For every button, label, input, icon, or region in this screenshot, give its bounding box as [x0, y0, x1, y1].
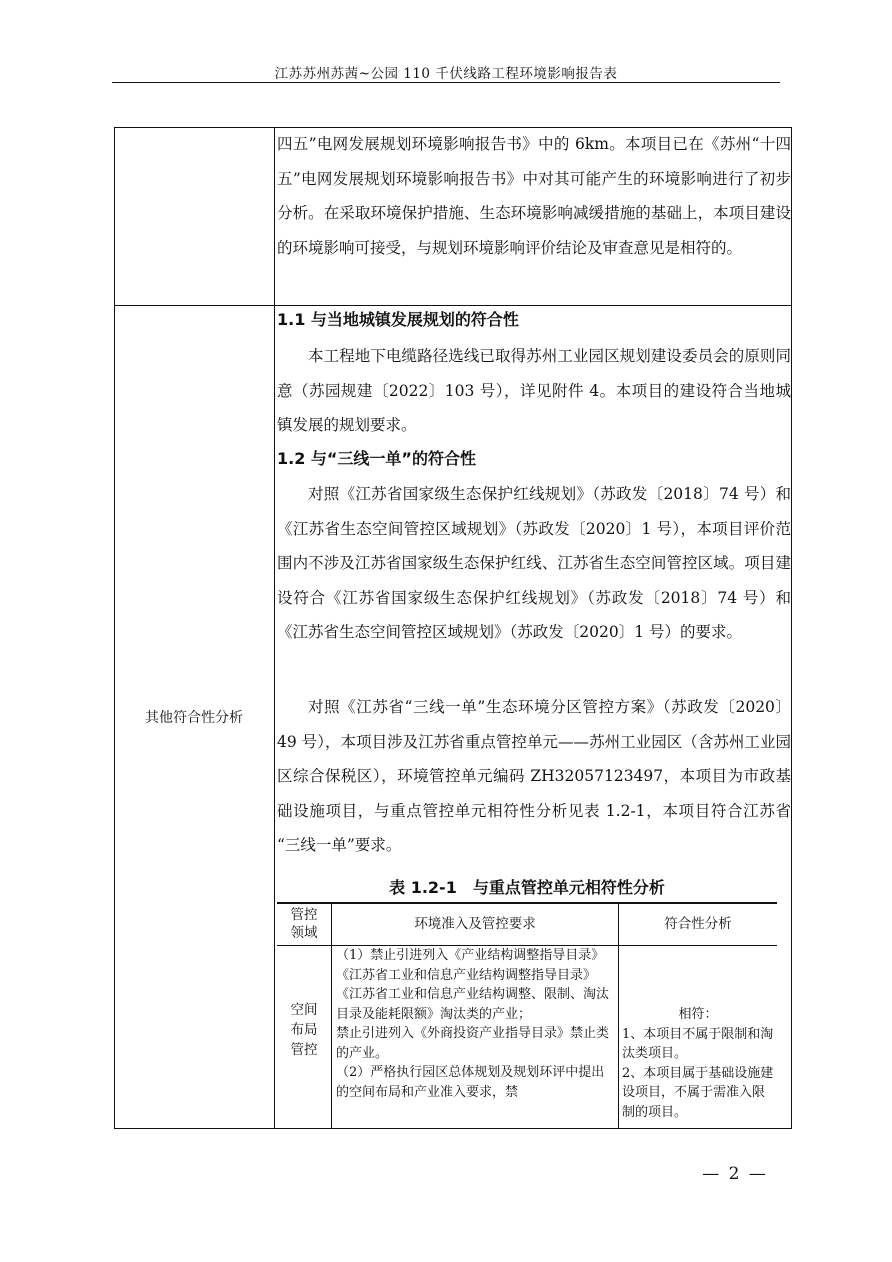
requirement-line: 禁止引进列入《外商投资产业指导目录》禁止类的产业。: [336, 1026, 610, 1061]
document-header: 江苏苏州苏茜~公园 110 千伏线路工程环境影响报告表: [274, 66, 618, 82]
section-heading-1-1: 1.1 与当地城镇发展规划的符合性: [277, 310, 519, 329]
table-header-conformity: 符合性分析: [664, 916, 732, 932]
table-cell-requirements: [336, 946, 614, 1128]
page-number: — 2 —: [702, 1164, 768, 1184]
header-rule: [112, 82, 780, 83]
table-cell-area: 空间 布局 管控: [290, 1002, 318, 1058]
conformity-point: 1、本项目不属于限制和淘汰类项目。: [622, 1026, 774, 1061]
paragraph-1-1: 本工程地下电缆路径选线已取得苏州工业园区规划建设委员会的原则同意（苏园规建〔2022〕103 号），详见附件 4。本项目的建设符合当地城镇发展的规划要求。: [277, 347, 791, 434]
conformity-verdict: 相符：: [678, 1007, 718, 1022]
row2-label: 其他符合性分析: [145, 710, 243, 726]
paragraph-1-2b: 对照《江苏省“三线一单”生态环境分区管控方案》（苏政发〔2020〕49 号），本项目涉及江苏省重点管控单元——苏州工业园区（含苏州工业园区综合保税区），环境管控单元编码 ZH32057123497，本项目为市政基础设施项目，与重点管控单元相符性分析见表 1.2-1，本项目符合江苏省 “三线一单”要求。: [277, 698, 791, 854]
paragraph-1-2a: 对照《江苏省国家级生态保护红线规划》（苏政发〔2018〕74 号）和《江苏省生态空间管控区域规划》（苏政发〔2020〕1 号），本项目评价范围内不涉及江苏省国家级生态保护红线、江苏省生态空间管控区域。项目建设符合《江苏省国家级生态保护红线规划》（苏政发〔2018〕74 号）和《江苏省生态空间管控区域规划》（苏政发〔2020〕1 号）的要求。: [277, 485, 791, 641]
column-divider: [274, 127, 275, 1129]
table-title: 表 1.2-1 与重点管控单元相符性分析: [389, 878, 665, 897]
table-header-requirements: 环境准入及管控要求: [414, 916, 536, 932]
conformity-point: 2、本项目属于基础设施建设项目，不属于需准入限制的项目。: [622, 1065, 774, 1120]
table-cell-conformity: [622, 1005, 774, 1122]
table-header-area: 管控 领域: [290, 907, 318, 941]
row1-content: 四五”电网发展规划环境影响报告书》中的 6km。本项目已在《苏州“十四五”电网发展规划环境影响报告书》中对其可能产生的环境影响进行了初步分析。在采取环境保护措施、生态环境影响减缓措施的基础上，本项目建设的环境影响可接受，与规划环境影响评价结论及审查意见是相符的。: [277, 135, 791, 257]
requirement-line: （1）禁止引进列入《产业结构调整指导目录》《江苏省工业和信息产业结构调整指导目录》《江苏省工业和信息产业结构调整、限制、淘汰目录及能耗限额》淘汰类的产业；: [336, 948, 610, 1022]
requirement-line: （2）严格执行园区总体规划及规划环评中提出的空间布局和产业准入要求，禁: [336, 1065, 605, 1100]
section-heading-1-2: 1.2 与“三线一单”的符合性: [277, 449, 476, 468]
